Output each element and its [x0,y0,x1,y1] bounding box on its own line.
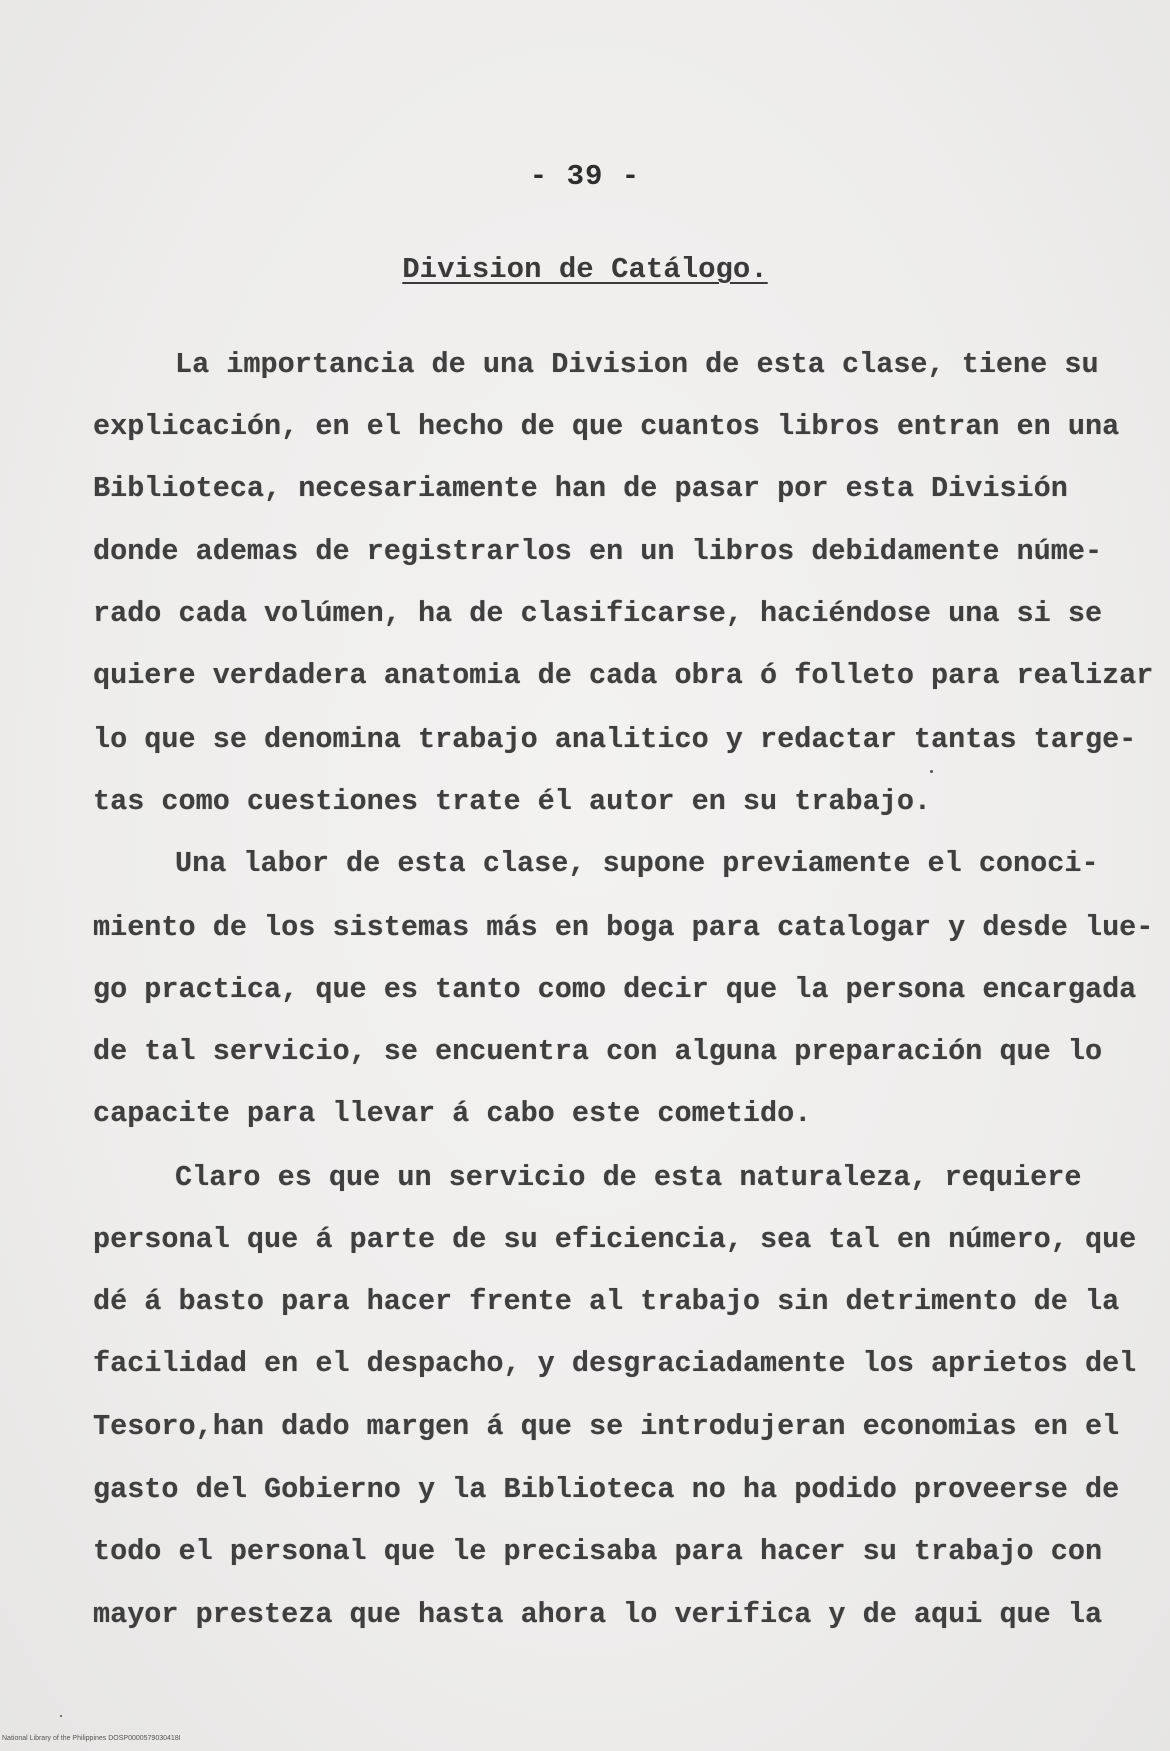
section-heading-text: Division de Catálogo. [402,253,768,286]
text-line: Biblioteca, necesariamente han de pasar por esta División [93,472,1068,505]
text-line: tas como cuestiones trate él autor en su trabajo. [93,785,932,818]
text-line: todo el personal que le precisaba para hacer su trabajo con [93,1535,1103,1568]
archive-footer: National Library of the Philippines DOSP0000579030418I [2,1735,181,1742]
text-line: de tal servicio, se encuentra con alguna preparación que lo [93,1035,1103,1068]
section-heading [0,253,1170,286]
text-line: Claro es que un servicio de esta naturaleza, requiere [175,1161,1082,1194]
text-line: rado cada volúmen, ha de clasificarse, haciéndose una si se [93,597,1103,630]
text-line: quiere verdadera anatomia de cada obra ó folleto para realizar [93,659,1154,692]
text-line: personal que á parte de su eficiencia, sea tal en número, que [93,1223,1137,1256]
paper-speck [930,770,933,773]
text-line: gasto del Gobierno y la Biblioteca no ha podido proveerse de [93,1473,1120,1506]
text-line: go practica, que es tanto como decir que la persona encargada [93,973,1137,1006]
text-line: Tesoro,han dado margen á que se introdujeran economias en el [93,1410,1120,1443]
text-line: lo que se denomina trabajo analitico y redactar tantas targe- [93,723,1137,756]
text-line: capacite para llevar á cabo este cometido. [93,1097,812,1130]
page-number: - 39 - [529,160,641,193]
text-line: explicación, en el hecho de que cuantos libros entran en una [93,410,1120,443]
text-line: mayor presteza que hasta ahora lo verifica y de aqui que la [93,1598,1103,1631]
text-line: donde ademas de registrarlos en un libros debidamente núme- [93,535,1103,568]
text-line: Una labor de esta clase, supone previamente el conoci- [175,847,1099,880]
text-line: dé á basto para hacer frente al trabajo sin detrimento de la [93,1285,1120,1318]
paper-speck [60,1715,62,1717]
text-line: facilidad en el despacho, y desgraciadamente los aprietos del [93,1347,1137,1380]
text-line: La importancia de una Division de esta clase, tiene su [175,348,1099,381]
text-line: miento de los sistemas más en boga para catalogar y desde lue- [93,911,1154,944]
